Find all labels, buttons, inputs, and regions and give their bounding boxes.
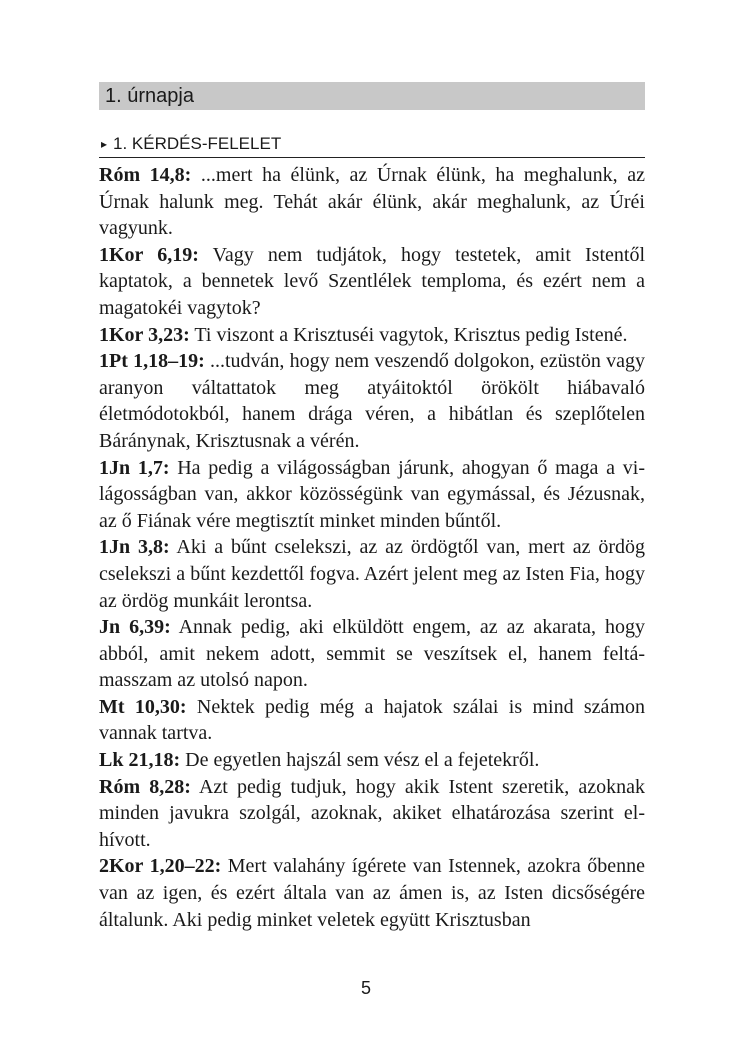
- verse-text: ...tudván, hogy nem veszendő dolgokon, ezüstön vagy aranyon váltattatok meg atyáitoktól örökölt hiábavaló életmódotokból, hanem drága véren, a hibátlan és szeplőtelen Báránynak, Krisztusnak a vérén.: [99, 350, 645, 452]
- verse-item: [99, 614, 645, 694]
- verse-item: [99, 162, 645, 242]
- verse-text: De egyetlen hajszál sem vész el a fejetekről.: [180, 749, 540, 772]
- verse-list: [99, 162, 645, 933]
- verse-reference: Mt 10,30:: [99, 695, 187, 718]
- verse-text: Annak pedig, aki elküldött engem, az az akarata, hogy abból, amit nekem adott, semmit se veszítsek el, hanem feltámasszam az utolsó napon.: [99, 616, 645, 692]
- verse-text: Ha pedig a világosságban járunk, ahogyan ő maga a világosságban van, akkor közösségünk van egymással, és Jézusnak, az ő Fiának vére megtisztít minket minden bűntől.: [99, 456, 645, 532]
- verse-reference: 1Kor 3,23:: [99, 323, 190, 346]
- verse-reference: Jn 6,39:: [99, 616, 171, 639]
- verse-reference: Róm 14,8:: [99, 164, 192, 186]
- verse-reference: 1Jn 1,7:: [99, 456, 170, 479]
- verse-reference: 1Jn 3,8:: [99, 536, 170, 559]
- verse-item: [99, 774, 645, 854]
- verse-item: [99, 694, 645, 747]
- verse-item: [99, 853, 645, 933]
- verse-text: ...mert ha élünk, az Úrnak élünk, ha meghalunk, az Úrnak halunk meg. Tehát akár élünk, akár meghalunk, az Úréi vagyunk.: [99, 164, 645, 240]
- verse-text: Azt pedig tudjuk, hogy akik Istent szeretik, azoknak minden javukra szolgál, azoknak, akiket elhatározása szerint elhívott.: [99, 775, 645, 851]
- verse-reference: 1Pt 1,18–19:: [99, 350, 205, 373]
- verse-text: Vagy nem tudjátok, hogy testetek, amit Istentől kaptatok, a bennetek levő Szentlélek temploma, és ezért nem a magatokéi vagytok?: [99, 243, 646, 319]
- triangle-marker-icon: ▸: [101, 137, 108, 151]
- verse-item: [99, 747, 645, 774]
- verse-text: Nektek pedig még a hajatok szálai is mind számon vannak tartva.: [99, 695, 645, 745]
- verse-item: [99, 455, 645, 535]
- verse-reference: 1Kor 6,19:: [99, 243, 199, 266]
- section-heading: [99, 132, 645, 158]
- section-title: 1. KÉRDÉS-FELELET: [113, 134, 282, 153]
- verse-reference: 2Kor 1,20–22:: [99, 855, 222, 878]
- verse-text: Aki a bűnt cselekszi, az az ördögtől van, mert az ördög cselekszi a bűnt kezdettől fogva. Azért jelent meg az Isten Fia, hogy az ördög munkáit lerontsa.: [99, 536, 645, 612]
- verse-text: Ti viszont a Krisztuséi vagytok, Krisztus pedig Istené.: [189, 323, 628, 346]
- chapter-header: [99, 82, 645, 110]
- verse-item: [99, 348, 645, 454]
- verse-reference: Róm 8,28:: [99, 775, 191, 798]
- page-number: 5: [360, 978, 371, 998]
- verse-text: Mert valahány ígérete van Istennek, azokra őbenne van az igen, és ezért általa van az ámen is, az Isten dicsőségére általunk. Aki pedig minket veletek együtt Krisztusban: [99, 855, 645, 931]
- verse-item: [99, 322, 645, 349]
- verse-item: [99, 534, 645, 614]
- verse-item: [99, 242, 645, 322]
- chapter-title: 1. úrnapja: [105, 85, 194, 107]
- verse-reference: Lk 21,18:: [99, 749, 181, 772]
